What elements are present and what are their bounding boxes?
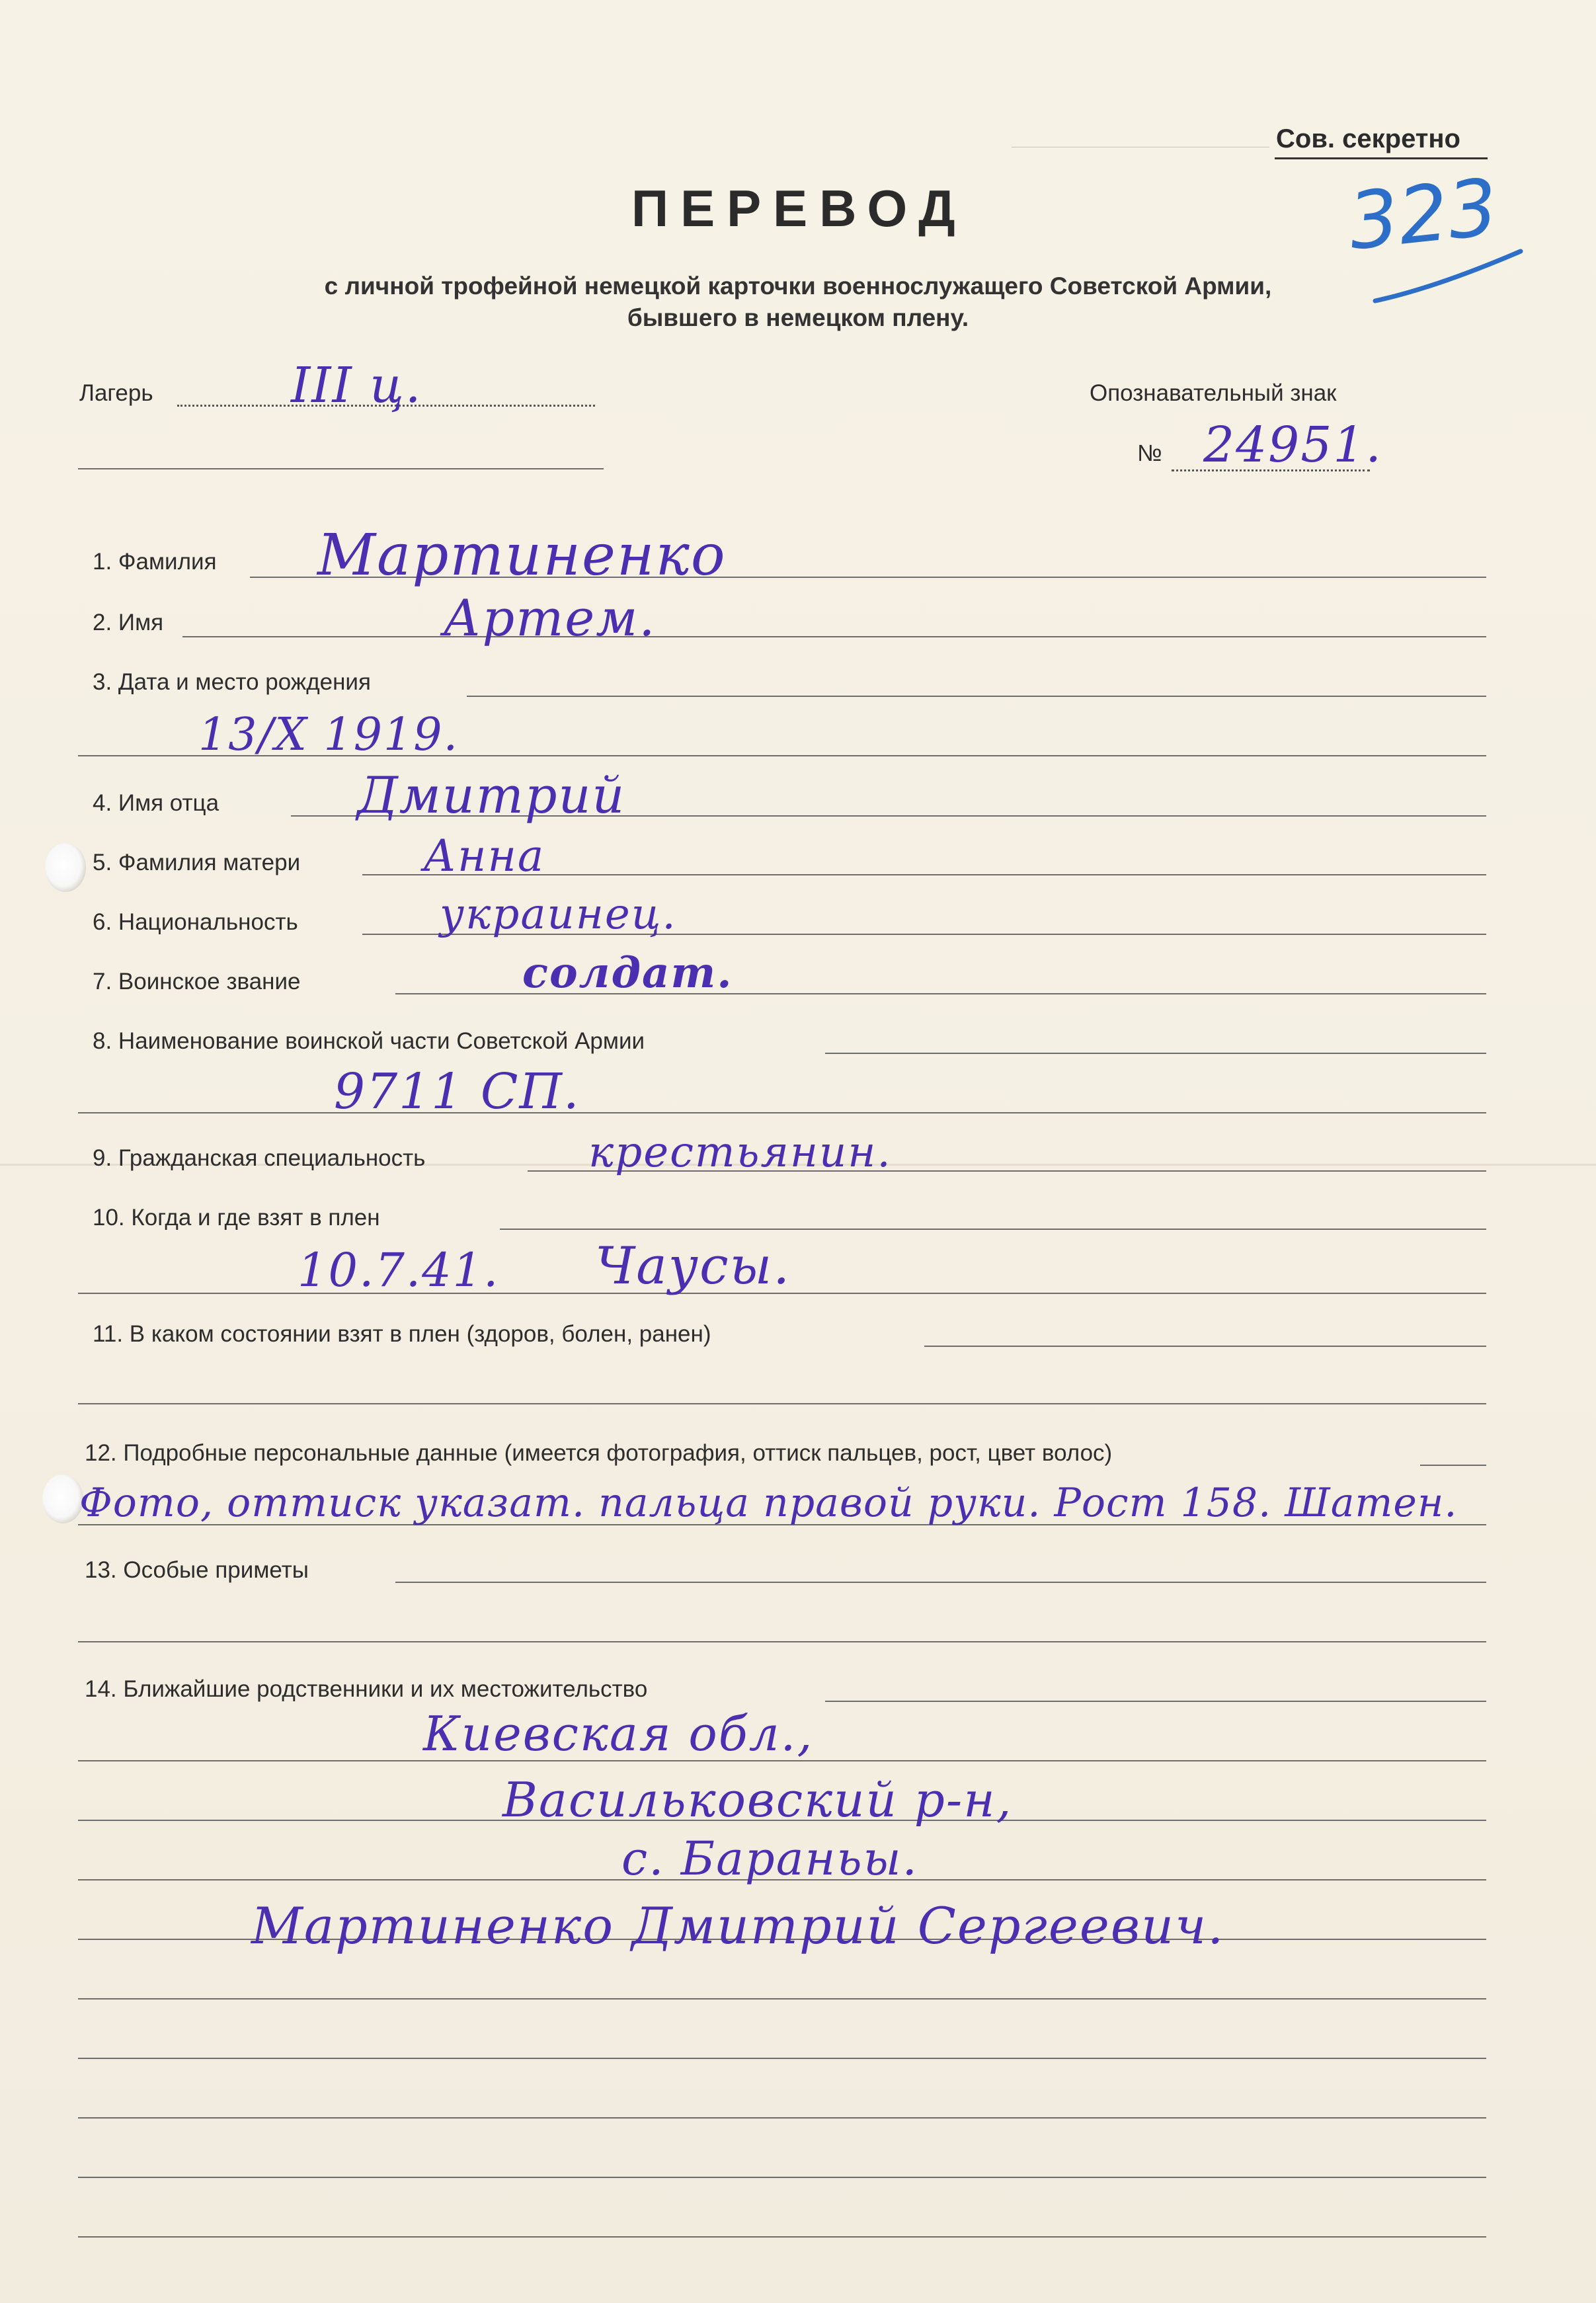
field-relatives-line10 bbox=[78, 2236, 1486, 2238]
field-birth-label: 3. Дата и место рождения bbox=[93, 669, 371, 695]
field-relatives-line7 bbox=[78, 2058, 1486, 2059]
field-surname-value: Мартиненко bbox=[317, 522, 727, 588]
camp-second-line bbox=[78, 468, 604, 469]
secret-mark: Сов. секретно bbox=[1276, 124, 1460, 153]
field-relatives-line bbox=[825, 1701, 1486, 1702]
ident-value-handwritten: 24951. bbox=[1203, 417, 1382, 473]
field-relatives-value-line3: с. Бараньы. bbox=[621, 1832, 918, 1886]
field-personal-data-label: 12. Подробные персональные данные (имеется фотография, оттиск пальцев, рост, цвет волос) bbox=[85, 1440, 1113, 1466]
field-father-value: Дмитрий bbox=[357, 766, 626, 825]
field-capture-line bbox=[500, 1229, 1486, 1230]
field-relatives-value-line4: Мартиненко Дмитрий Сергеевич. bbox=[251, 1896, 1225, 1955]
field-capture-place-value: Чаусы. bbox=[595, 1236, 791, 1296]
page-subtitle-line1: с личной трофейной немецкой карточки военнослужащего Советской Армии, bbox=[324, 272, 1272, 300]
field-relatives-label: 14. Ближайшие родственники и их местожительство bbox=[85, 1676, 648, 1702]
field-unit-line2 bbox=[78, 1112, 1486, 1113]
field-condition-line bbox=[924, 1346, 1486, 1347]
field-profession-label: 9. Гражданская специальность bbox=[93, 1145, 426, 1171]
punch-hole-lower bbox=[42, 1475, 83, 1523]
field-condition-label: 11. В каком состоянии взят в плен (здоров, болен, ранен) bbox=[93, 1321, 711, 1347]
punch-hole-upper bbox=[45, 843, 86, 892]
field-relatives-value-line1: Киевская обл., bbox=[423, 1706, 814, 1761]
camp-label: Лагерь bbox=[79, 380, 153, 406]
field-nationality-label: 6. Национальность bbox=[93, 909, 298, 935]
field-relatives-line9 bbox=[78, 2177, 1486, 2178]
field-capture-date-value: 10.7.41. bbox=[298, 1243, 500, 1297]
secret-mark-underline bbox=[1275, 157, 1488, 159]
field-father-label: 4. Имя отца bbox=[93, 790, 219, 816]
field-rank-label: 7. Воинское звание bbox=[93, 969, 301, 994]
field-personal-data-value: Фото, оттиск указат. пальца правой руки. Рост 158. Шатен. bbox=[79, 1480, 1458, 1526]
page-title: ПЕРЕВОД bbox=[631, 179, 967, 237]
field-condition-line2 bbox=[78, 1403, 1486, 1404]
page-subtitle-line2: бывшего в немецком плену. bbox=[627, 304, 969, 331]
field-relatives-line6 bbox=[78, 1998, 1486, 2000]
field-unit-value: 9711 СП. bbox=[334, 1063, 580, 1120]
sheet-number-handwritten: 323 bbox=[1344, 161, 1502, 268]
ident-label: Опознавательный знак bbox=[1090, 380, 1337, 406]
field-special-marks-label: 13. Особые приметы bbox=[85, 1557, 309, 1583]
ident-number-sign: № bbox=[1137, 440, 1162, 466]
field-mother-value: Анна bbox=[423, 830, 545, 881]
field-unit-label: 8. Наименование воинской части Советской Армии bbox=[93, 1028, 645, 1054]
field-nationality-value: украинец. bbox=[440, 890, 677, 939]
field-name-value: Артем. bbox=[443, 588, 657, 647]
field-special-marks-line2 bbox=[78, 1641, 1486, 1642]
field-relatives-value-line2: Васильковский р-н, bbox=[502, 1772, 1013, 1828]
field-capture-label: 10. Когда и где взят в плен bbox=[93, 1205, 380, 1231]
field-relatives-line8 bbox=[78, 2117, 1486, 2119]
field-mother-label: 5. Фамилия матери bbox=[93, 850, 301, 875]
field-name-line bbox=[182, 636, 1486, 637]
field-birth-line bbox=[467, 696, 1486, 697]
field-surname-label: 1. Фамилия bbox=[93, 549, 217, 575]
field-profession-value: крестьянин. bbox=[588, 1128, 892, 1177]
camp-value-handwritten: III ц. bbox=[291, 357, 422, 414]
field-name-label: 2. Имя bbox=[93, 610, 164, 635]
field-special-marks-line bbox=[395, 1582, 1486, 1583]
field-rank-value: солдат. bbox=[522, 948, 733, 998]
field-personal-data-line bbox=[1420, 1465, 1486, 1466]
field-birth-value: 13/X 1919. bbox=[198, 709, 459, 761]
field-unit-line bbox=[825, 1053, 1486, 1054]
